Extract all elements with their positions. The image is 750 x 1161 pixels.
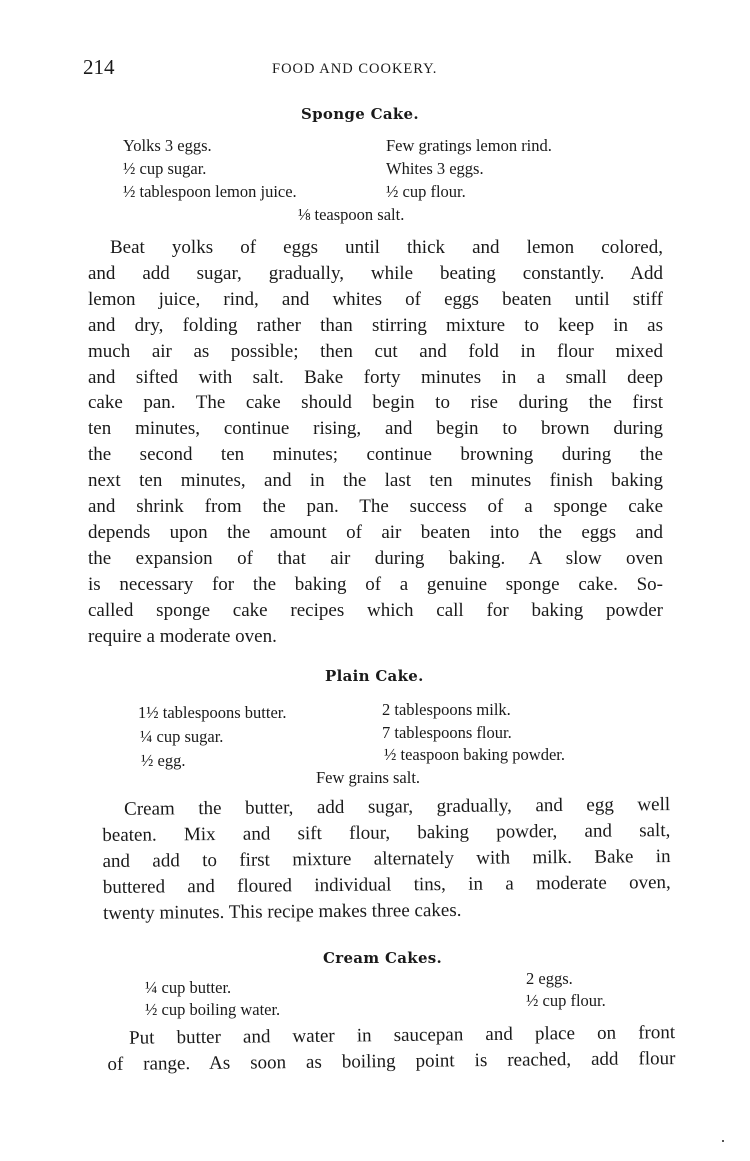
text-line: is necessary for the baking of a genuine sponge cake. So- [88, 573, 663, 595]
text-line: Put butter and water in saucepan and place on front [129, 1022, 676, 1049]
ingredient: ⅛ teaspoon salt. [298, 205, 405, 224]
ingredient: 7 tablespoons flour. [382, 723, 512, 742]
text-line: and dry, folding rather than stirring mixture to keep in as [88, 314, 663, 336]
text-line: depends upon the amount of air beaten into the eggs and [88, 521, 663, 543]
ingredient: Yolks 3 eggs. [123, 136, 212, 155]
recipe-title-sponge-cake: Sponge Cake. [301, 105, 419, 123]
ingredient: ¼ cup sugar. [140, 727, 224, 746]
text-line: Beat yolks of eggs until thick and lemon colored, [110, 237, 663, 258]
ingredient: ½ cup flour. [526, 991, 606, 1010]
text-line: twenty minutes. This recipe makes three cakes. [102, 899, 462, 924]
running-title: FOOD AND COOKERY. [272, 61, 438, 77]
ingredient: 2 tablespoons milk. [382, 700, 511, 719]
ingredient: Few gratings lemon rind. [386, 136, 552, 155]
ingredient: Few grains salt. [316, 768, 421, 787]
recipe-title-cream-cakes: Cream Cakes. [323, 949, 443, 967]
ingredient: 2 eggs. [526, 969, 573, 988]
text-line: and add sugar, gradually, while beating constantly. Add [88, 262, 663, 284]
ingredient: ½ teaspoon baking powder. [384, 745, 566, 764]
text-line: next ten minutes, and in the last ten minutes finish baking [88, 470, 663, 492]
text-line: ten minutes, continue rising, and begin to brown during [88, 418, 663, 440]
ingredient: ½ tablespoon lemon juice. [123, 182, 297, 201]
text-line: the second ten minutes; continue browning during the [88, 444, 663, 466]
text-line: require a moderate oven. [88, 625, 277, 647]
ingredient: 1½ tablespoons butter. [138, 703, 287, 722]
text-line: and shrink from the pan. The success of a sponge cake [88, 496, 663, 518]
ingredient: ½ cup flour. [386, 182, 466, 201]
text-line: lemon juice, rind, and whites of eggs beaten until stiff [88, 288, 663, 310]
page-number: 214 [83, 55, 115, 79]
text-line: much air as possible; then cut and fold in flour mixed [88, 340, 663, 362]
text-line: Cream the butter, add sugar, gradually, and egg well [124, 794, 671, 820]
text-line: and sifted with salt. Bake forty minutes in a small deep [88, 366, 663, 388]
ingredient: ½ cup sugar. [123, 159, 207, 178]
ingredient: ¼ cup butter. [145, 978, 232, 997]
text-line: and add to first mixture alternately with milk. Bake in [102, 845, 671, 872]
recipe-method-plain-cake [102, 792, 671, 926]
text-line: buttered and floured individual tins, in a moderate oven, [102, 871, 671, 898]
text-line: of range. As soon as boiling point is reached, add flour [107, 1047, 676, 1075]
text-line: beaten. Mix and sift flour, baking powder, and salt, [102, 819, 671, 846]
ingredient: Whites 3 eggs. [386, 159, 484, 178]
text-line: the expansion of that air during baking. A slow oven [88, 547, 663, 569]
recipe-method-cream-cakes [107, 1020, 676, 1078]
ingredient: ½ egg. [141, 751, 186, 770]
ingredient: ½ cup boiling water. [145, 1000, 281, 1019]
text-line: called sponge cake recipes which call for baking powder [88, 599, 663, 621]
text-line: cake pan. The cake should begin to rise during the first [88, 392, 663, 414]
print-speck [722, 1140, 724, 1142]
recipe-title-plain-cake: Plain Cake. [325, 667, 424, 685]
recipe-method-sponge-cake [88, 235, 663, 650]
